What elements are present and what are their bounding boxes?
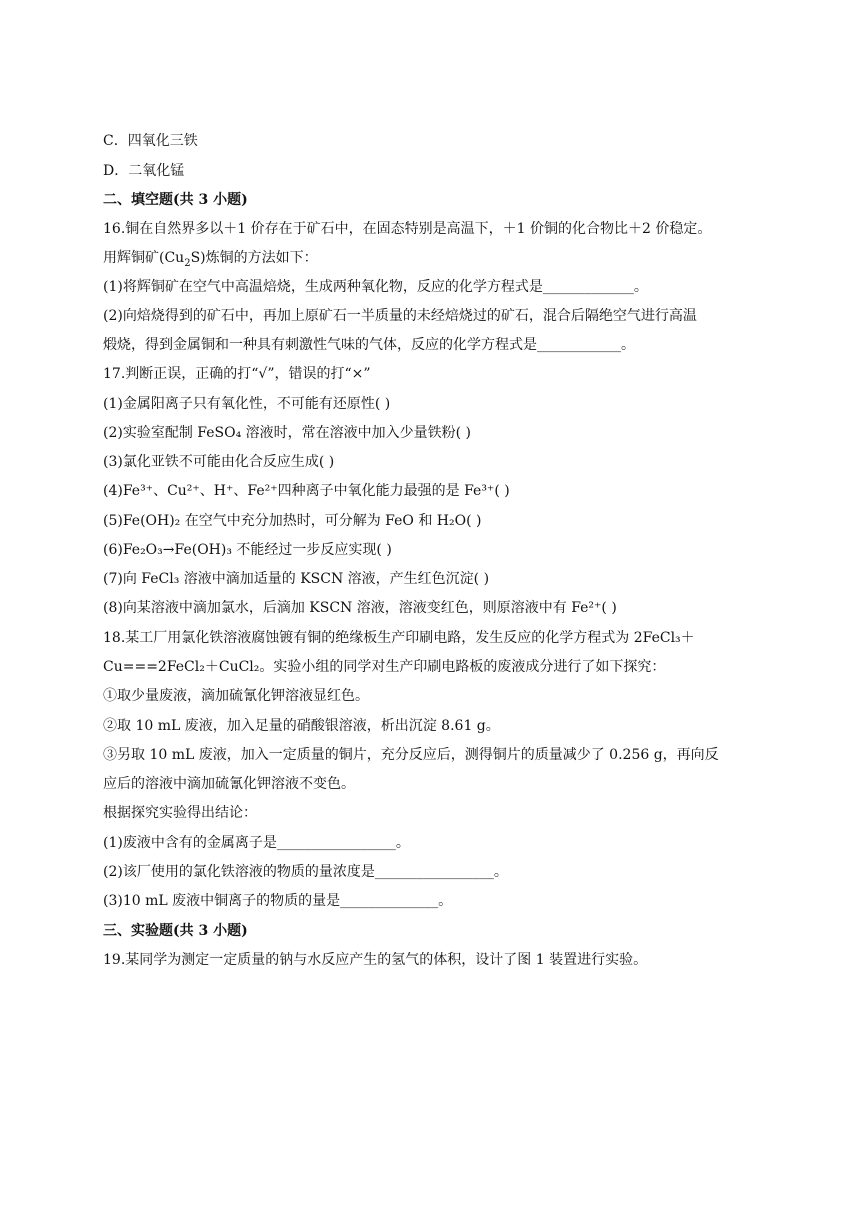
q17-item-1: (1)金属阳离子只有氧化性，不可能有还原性( )	[103, 396, 391, 412]
q16-intro-2-sub: 2	[184, 257, 191, 269]
q16-intro-line-1: 16.铜在自然界多以＋1 价存在于矿石中，在固态特别是高温下，＋1 价铜的化合物比＋2 价稳定。	[103, 221, 712, 237]
choice-c: C．四氧化三铁	[103, 133, 198, 149]
choice-d: D．二氧化锰	[103, 163, 185, 179]
q18-part-1: (1)废液中含有的金属离子是_________________。	[103, 835, 410, 851]
q17-item-4: (4)Fe³⁺、Cu²⁺、H⁺、Fe²⁺四种离子中氧化能力最强的是 Fe³⁺( )	[103, 483, 510, 499]
section-3-title: 三、实验题(共 3 小题)	[103, 923, 248, 939]
q16-intro-line-2	[103, 248, 318, 268]
q17-item-2: (2)实验室配制 FeSO₄ 溶液时，常在溶液中加入少量铁粉( )	[103, 425, 472, 441]
q18-intro-line-2: Cu===2FeCl₂＋CuCl₂。实验小组的同学对生产印刷电路板的废液成分进行了如下探究：	[103, 659, 666, 675]
q18-step-3-line-2: 应后的溶液中滴加硫氰化钾溶液不变色。	[103, 776, 355, 792]
q18-part-3: (3)10 mL 废液中铜离子的物质的量是______________。	[103, 893, 453, 909]
q18-part-2: (2)该厂使用的氯化铁溶液的物质的量浓度是_________________。	[103, 864, 508, 880]
q18-step-3-line-1: ③另取 10 mL 废液，加入一定质量的铜片，充分反应后，测得铜片的质量减少了 0.256 g，再向反	[103, 747, 719, 763]
q17-item-8: (8)向某溶液中滴加氯水，后滴加 KSCN 溶液，溶液变红色，则原溶液中有 Fe²⁺( )	[103, 600, 617, 616]
section-2-title: 二、填空题(共 3 小题)	[103, 192, 248, 208]
q17-item-7: (7)向 FeCl₃ 溶液中滴加适量的 KSCN 溶液，产生红色沉淀( )	[103, 571, 490, 587]
q18-intro-line-1: 18.某工厂用氯化铁溶液腐蚀镀有铜的绝缘板生产印刷电路，发生反应的化学方程式为 2FeCl₃＋	[103, 630, 695, 646]
q17-item-3: (3)氯化亚铁不可能由化合反应生成( )	[103, 454, 335, 470]
q16-part-2-line-2: 煅烧，得到金属铜和一种具有刺激性气味的气体，反应的化学方程式是____________。	[103, 337, 635, 353]
q17-item-5: (5)Fe(OH)₂ 在空气中充分加热时，可分解为 FeO 和 H₂O( )	[103, 513, 482, 529]
q16-part-2-line-1: (2)向焙烧得到的矿石中，再加上原矿石一半质量的未经焙烧过的矿石，混合后隔绝空气进行高温	[103, 308, 697, 324]
q18-conclusion-intro: 根据探究实验得出结论：	[103, 805, 257, 821]
q17-intro: 17.判断正误，正确的打“√”，错误的打“×”	[103, 366, 371, 382]
q16-intro-2-b: S)炼铜的方法如下：	[190, 250, 318, 266]
q18-step-2: ②取 10 mL 废液，加入足量的硝酸银溶液，析出沉淀 8.61 g。	[103, 718, 500, 734]
q17-item-6: (6)Fe₂O₃→Fe(OH)₃ 不能经过一步反应实现( )	[103, 542, 392, 558]
q16-intro-2-a: 用辉铜矿(Cu	[103, 250, 185, 266]
q18-step-1: ①取少量废液，滴加硫氰化钾溶液显红色。	[103, 688, 369, 704]
q16-part-1: (1)将辉铜矿在空气中高温焙烧，生成两种氧化物，反应的化学方程式是_____________。	[103, 279, 648, 295]
q19-text: 19.某同学为测定一定质量的钠与水反应产生的氢气的体积，设计了图 1 装置进行实验。	[103, 952, 648, 968]
